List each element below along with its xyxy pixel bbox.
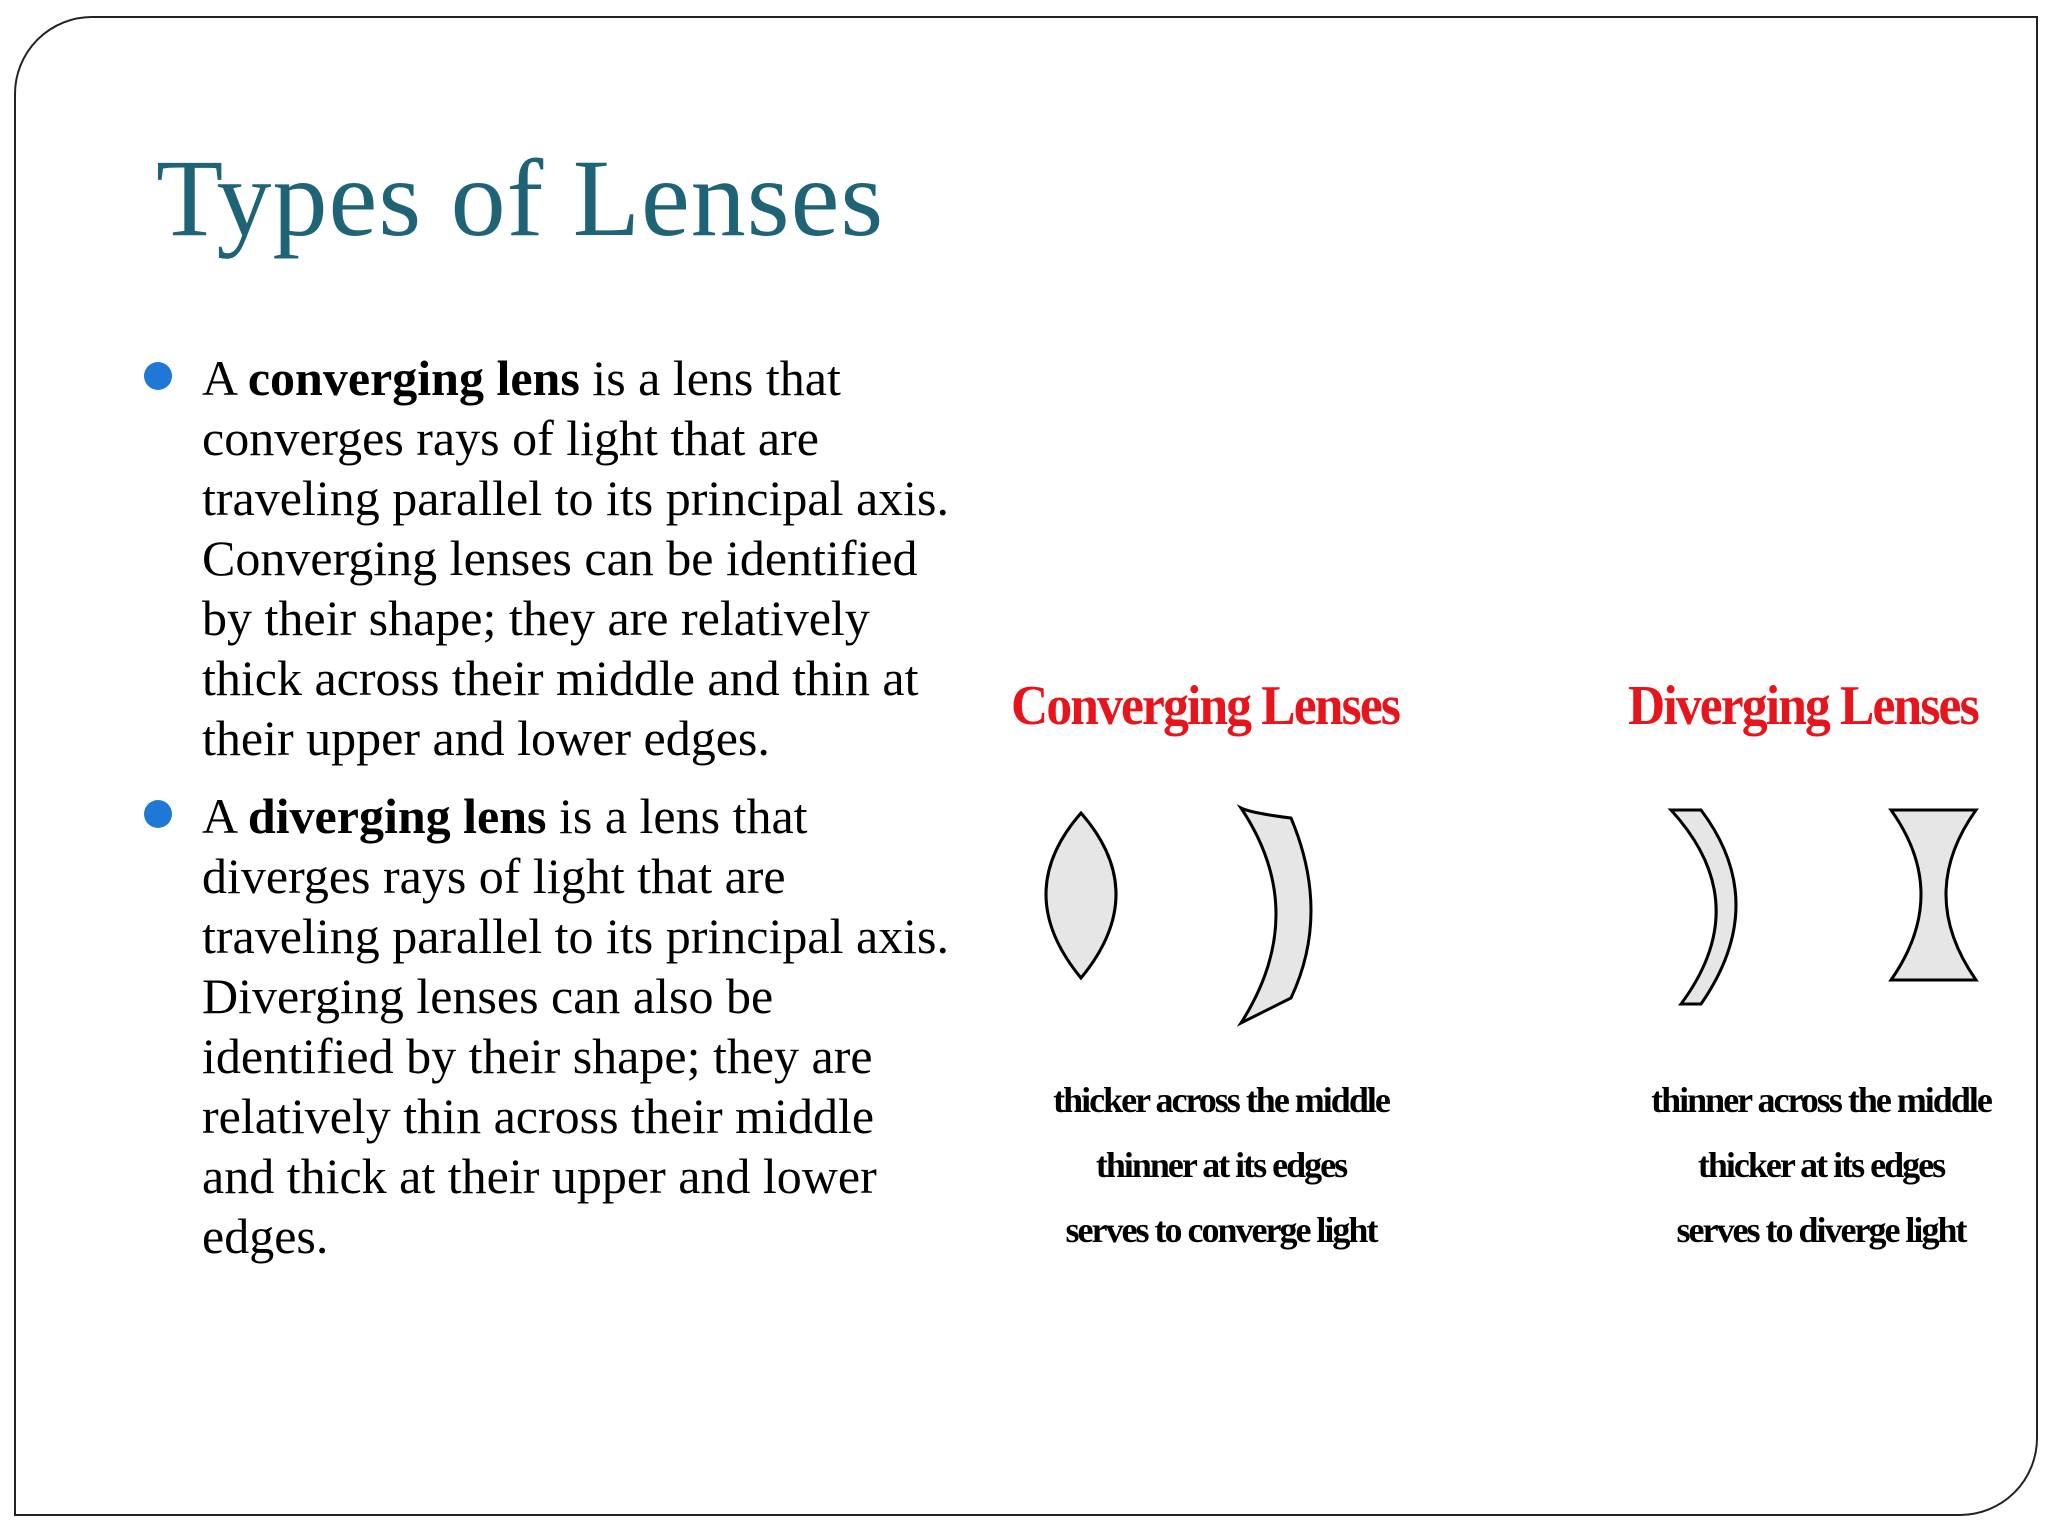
diverging-captions bbox=[1611, 1068, 2031, 1263]
bullet-prefix: A bbox=[202, 350, 248, 406]
bullet-text: is a lens that diverges rays of light that are traveling parallel to its principal axis. Diverging lenses can also be identified by their shape; they are relatively thin across their middle and thick at their upper and lower edges. bbox=[202, 788, 949, 1264]
slide bbox=[14, 16, 2038, 1516]
convex-meniscus-lens-icon bbox=[1241, 808, 1311, 1023]
bullet-prefix: A bbox=[202, 788, 248, 844]
caption-line: serves to converge light bbox=[1065, 1210, 1377, 1250]
bullet-diverging-lens bbox=[136, 786, 956, 1266]
converging-lens-shapes bbox=[1051, 808, 1311, 1038]
converging-lenses-heading: Converging Lenses bbox=[1011, 675, 1400, 737]
biconvex-lens-icon bbox=[1046, 813, 1116, 978]
bullet-term: converging lens bbox=[247, 350, 580, 406]
slide-title: Types of Lenses bbox=[156, 137, 885, 259]
bullet-term: diverging lens bbox=[247, 788, 547, 844]
lens-figure bbox=[1011, 658, 2048, 1278]
bullet-text: is a lens that converges rays of light that are traveling parallel to its principal axis. Converging lenses can be identified by their shape; they are relatively thick across their middle and thin at their upper and lower edges. bbox=[202, 350, 949, 766]
biconcave-lens-icon bbox=[1891, 810, 1976, 980]
caption-line: thicker at its edges bbox=[1697, 1145, 1945, 1185]
caption-line: thinner across the middle bbox=[1651, 1080, 1991, 1120]
concave-meniscus-lens-icon bbox=[1671, 810, 1736, 1004]
diverging-lens-shapes bbox=[1671, 808, 1971, 1038]
diverging-lenses-heading: Diverging Lenses bbox=[1628, 675, 1978, 737]
bullet-list bbox=[136, 348, 956, 1284]
caption-line: serves to diverge light bbox=[1676, 1210, 1966, 1250]
bullet-dot-icon bbox=[144, 362, 172, 390]
bullet-converging-lens bbox=[136, 348, 956, 768]
converging-captions bbox=[1011, 1068, 1431, 1263]
caption-line: thicker across the middle bbox=[1053, 1080, 1389, 1120]
caption-line: thinner at its edges bbox=[1095, 1145, 1347, 1185]
bullet-dot-icon bbox=[144, 800, 172, 828]
